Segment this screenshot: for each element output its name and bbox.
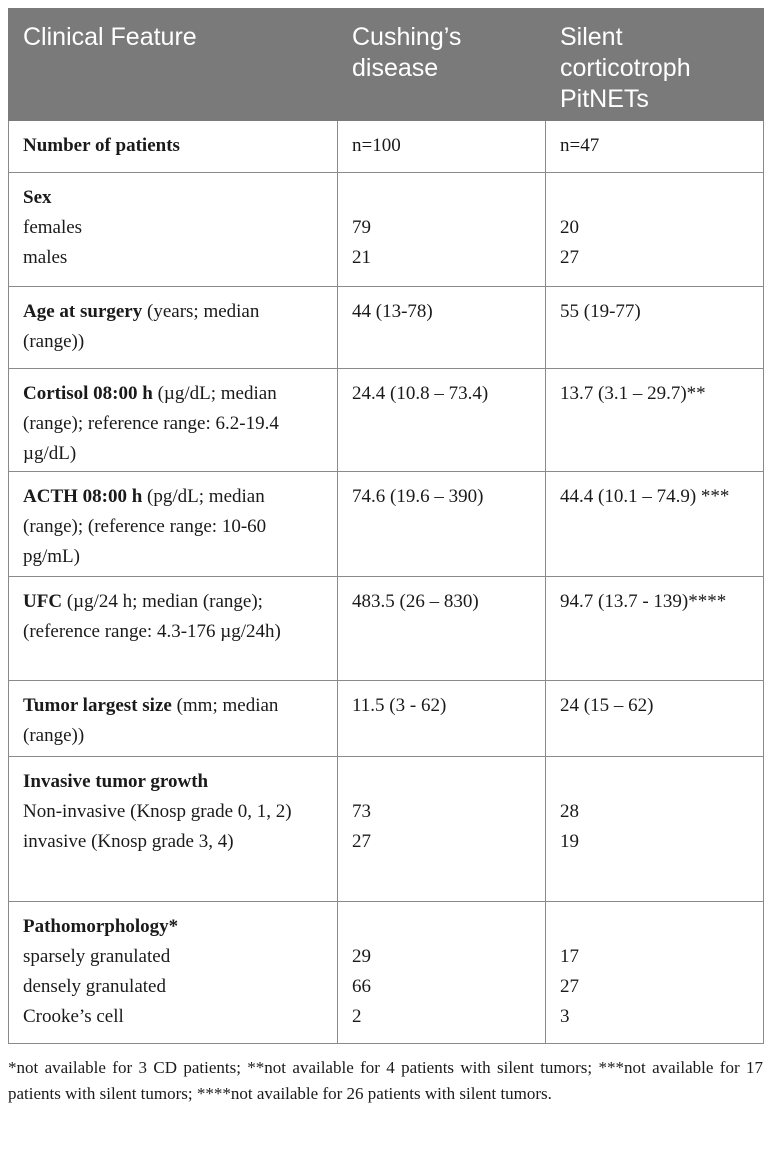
header-clinical-feature: Clinical Feature [9, 9, 338, 121]
cd-value: 44 (13-78) [338, 287, 546, 369]
sub-label: Non-invasive (Knosp grade 0, 1, 2) [23, 801, 292, 822]
row-label-cell [9, 757, 338, 902]
row-detail: (pg/dL; median (range); (reference range: 10-60 pg/mL) [23, 486, 267, 567]
row-detail: (mm; median (range)) [23, 695, 279, 746]
cd-value-cell [338, 902, 546, 1044]
table-header [9, 9, 764, 121]
cd-value: 79 [352, 217, 371, 238]
row-label-cell [9, 902, 338, 1044]
header-row [9, 9, 764, 121]
row-label: Sex [23, 187, 52, 208]
clinical-features-table-container [8, 8, 763, 1107]
cd-value: 73 [352, 801, 371, 822]
row-detail: (years; median (range)) [23, 301, 260, 352]
silent-value-cell [546, 757, 764, 902]
sub-label: Crooke’s cell [23, 1006, 124, 1027]
sub-label: sparsely granulated [23, 946, 171, 967]
header-cushings-disease: Cushing’s disease [338, 9, 546, 121]
row-label-cell [9, 369, 338, 472]
silent-value: 17 [560, 946, 579, 967]
row-detail: (µg/24 h; median (range); (reference range: 4.3-176 µg/24h) [23, 591, 281, 642]
table-row [9, 577, 764, 681]
header-silent-pitnets: Silent corticotroph PitNETs [546, 9, 764, 121]
cd-value: 21 [352, 247, 371, 268]
silent-value: n=47 [546, 121, 764, 173]
row-label-cell [9, 287, 338, 369]
table-row [9, 287, 764, 369]
table-row [9, 173, 764, 287]
silent-value: 27 [560, 976, 579, 997]
silent-value: 44.4 (10.1 – 74.9) *** [546, 472, 764, 577]
silent-value: 27 [560, 247, 579, 268]
row-label-cell [9, 121, 338, 173]
silent-value-cell [546, 902, 764, 1044]
sub-label: invasive (Knosp grade 3, 4) [23, 831, 234, 852]
row-detail: (µg/dL; median (range); reference range: 6.2-19.4 µg/dL) [23, 383, 279, 464]
cd-value-cell [338, 173, 546, 287]
row-label-cell [9, 577, 338, 681]
row-label: Number of patients [23, 135, 180, 156]
cd-value: 74.6 (19.6 – 390) [338, 472, 546, 577]
sub-label: females [23, 217, 83, 238]
silent-value: 55 (19-77) [546, 287, 764, 369]
silent-value: 13.7 (3.1 – 29.7)** [546, 369, 764, 472]
table-row [9, 472, 764, 577]
cd-value: 66 [352, 976, 371, 997]
table-row [9, 757, 764, 902]
cd-value: 483.5 (26 – 830) [338, 577, 546, 681]
table-row [9, 369, 764, 472]
row-label-cell [9, 472, 338, 577]
cd-value: 27 [352, 831, 371, 852]
row-label: Invasive tumor growth [23, 771, 209, 792]
table-row [9, 902, 764, 1044]
silent-value: 3 [560, 1006, 570, 1027]
silent-value: 24 (15 – 62) [546, 681, 764, 757]
cd-value-cell [338, 757, 546, 902]
table-row [9, 121, 764, 173]
row-label: Tumor largest size [23, 695, 172, 716]
silent-value: 20 [560, 217, 579, 238]
cd-value: 11.5 (3 - 62) [338, 681, 546, 757]
sub-label: males [23, 247, 68, 268]
sub-label: densely granulated [23, 976, 166, 997]
table-footnote: *not available for 3 CD patients; **not available for 4 patients with silent tumors; ***not available for 17 patients with silent tumors; ****not available for 26 patients with silent tumors. [8, 1058, 763, 1103]
silent-value: 94.7 (13.7 - 139)**** [546, 577, 764, 681]
table-body [9, 121, 764, 1044]
cd-value: 29 [352, 946, 371, 967]
cd-value: n=100 [338, 121, 546, 173]
row-label: UFC [23, 591, 63, 612]
silent-value: 19 [560, 831, 579, 852]
row-label: Cortisol 08:00 h [23, 383, 153, 404]
clinical-features-table [8, 8, 764, 1044]
silent-value-cell [546, 173, 764, 287]
table-row [9, 681, 764, 757]
row-label-cell [9, 681, 338, 757]
silent-value: 28 [560, 801, 579, 822]
cd-value: 24.4 (10.8 – 73.4) [338, 369, 546, 472]
row-label-cell [9, 173, 338, 287]
row-label: ACTH 08:00 h [23, 486, 143, 507]
cd-value: 2 [352, 1006, 362, 1027]
row-label: Age at surgery [23, 301, 143, 322]
row-label: Pathomorphology* [23, 916, 179, 937]
